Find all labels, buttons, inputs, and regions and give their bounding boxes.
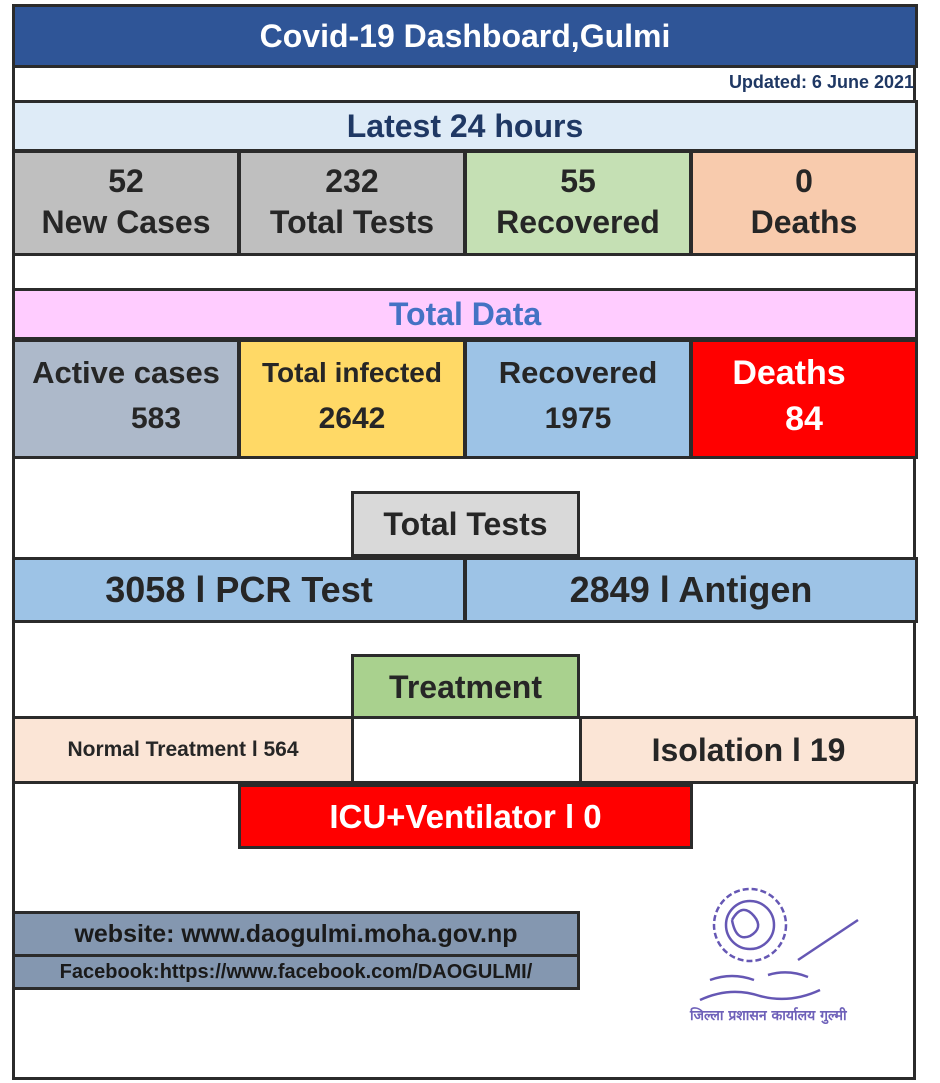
latest-deaths <box>690 150 918 256</box>
total-recovered-label: Recovered <box>498 355 658 390</box>
latest-deaths-value: 0 <box>795 163 813 199</box>
total-active-cases-label: Active cases <box>32 355 220 390</box>
total-infected-value: 2642 <box>318 402 386 435</box>
website-link[interactable]: website: www.daogulmi.moha.gov.np <box>12 911 580 957</box>
latest-total-tests-label: Total Tests <box>269 204 435 240</box>
latest-24h-heading: Latest 24 hours <box>12 100 918 152</box>
spacer-row <box>12 253 918 291</box>
facebook-link[interactable]: Facebook:https://www.facebook.com/DAOGULMI/ <box>12 954 580 990</box>
updated-date: Updated: 6 June 2021 <box>728 72 914 92</box>
latest-new-cases-value: 52 <box>108 163 144 199</box>
seal-text: जिल्ला प्रशासन कार्यालय गुल्मी <box>690 1008 847 1024</box>
pcr-test-count: 3058 l PCR Test <box>12 557 466 623</box>
latest-total-tests <box>238 150 466 256</box>
latest-recovered <box>464 150 692 256</box>
total-infected-label: Total infected <box>262 357 442 388</box>
total-tests-heading: Total Tests <box>351 491 580 557</box>
isolation-count: Isolation l 19 <box>579 716 918 784</box>
total-active-cases-value: 583 <box>130 402 182 435</box>
latest-total-tests-value: 232 <box>325 163 379 199</box>
icu-ventilator-count: ICU+Ventilator l 0 <box>238 784 693 849</box>
total-recovered-value: 1975 <box>544 402 612 435</box>
total-deaths <box>690 339 918 459</box>
page-title: Covid-19 Dashboard,Gulmi <box>12 4 918 68</box>
latest-recovered-label: Recovered <box>496 204 660 240</box>
total-deaths-label: Deaths <box>732 354 846 392</box>
latest-new-cases <box>12 150 240 256</box>
total-deaths-value: 84 <box>785 400 823 438</box>
total-infected <box>238 339 466 459</box>
latest-recovered-value: 55 <box>560 163 596 199</box>
treatment-heading: Treatment <box>351 654 580 720</box>
total-recovered <box>464 339 692 459</box>
official-seal-stamp-icon <box>680 880 880 1030</box>
treatment-blank-cell <box>351 716 582 784</box>
latest-new-cases-label: New Cases <box>41 204 211 240</box>
normal-treatment-count: Normal Treatment l 564 <box>12 716 354 784</box>
total-data-heading: Total Data <box>12 288 918 340</box>
total-active-cases <box>12 339 240 459</box>
latest-deaths-label: Deaths <box>750 204 858 240</box>
antigen-test-count: 2849 l Antigen <box>464 557 918 623</box>
